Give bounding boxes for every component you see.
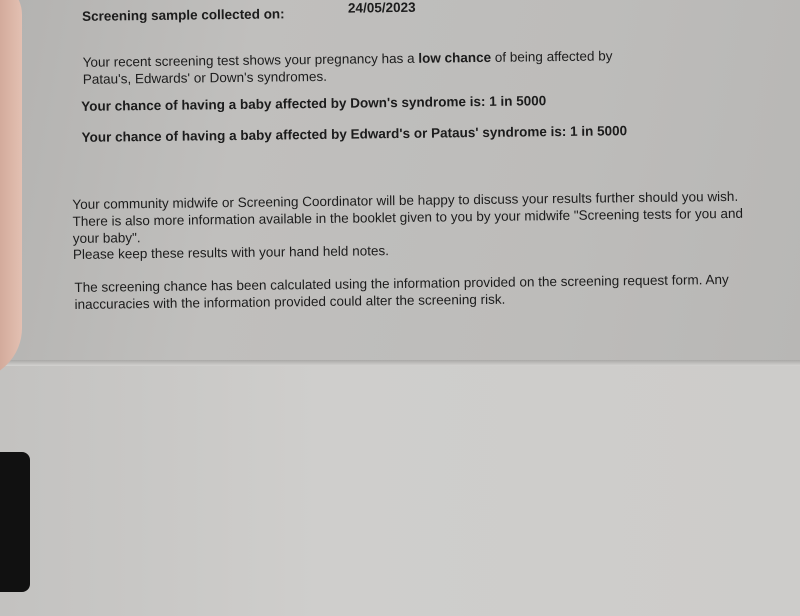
disclaimer-line-1: The screening chance has been calculated using the information provided on the screening request form. Any xyxy=(74,271,729,295)
intro-text-start: Your recent screening test shows your pregnancy has a xyxy=(82,50,419,70)
edwards-pataus-result: Your chance of having a baby affected by Edward's or Pataus' syndrome is: 1 in 5000 xyxy=(81,123,628,145)
info-line-1: Your community midwife or Screening Coordinator will be happy to discuss your results further should you wish. xyxy=(72,188,739,212)
intro-line-1 xyxy=(83,48,613,70)
dark-object-edge xyxy=(0,452,30,592)
sample-collected-date: 24/05/2023 xyxy=(347,0,416,16)
letter-lower-panel xyxy=(0,366,800,616)
info-line-4: Please keep these results with your hand held notes. xyxy=(72,243,390,262)
low-chance-emphasis: low chance xyxy=(418,49,492,66)
intro-text-end: of being affected by xyxy=(491,48,613,65)
downs-syndrome-result: Your chance of having a baby affected by Down's syndrome is: 1 in 5000 xyxy=(81,93,547,114)
info-line-2: There is also more information available in the booklet given to you by your midwife "Screening tests for you and xyxy=(72,205,744,229)
sample-collected-label: Screening sample collected on: xyxy=(81,6,285,24)
intro-line-2: Patau's, Edwards' or Down's syndromes. xyxy=(82,68,328,87)
disclaimer-line-2: inaccuracies with the information provided could alter the screening risk. xyxy=(74,291,506,312)
info-line-3: your baby". xyxy=(72,230,141,246)
